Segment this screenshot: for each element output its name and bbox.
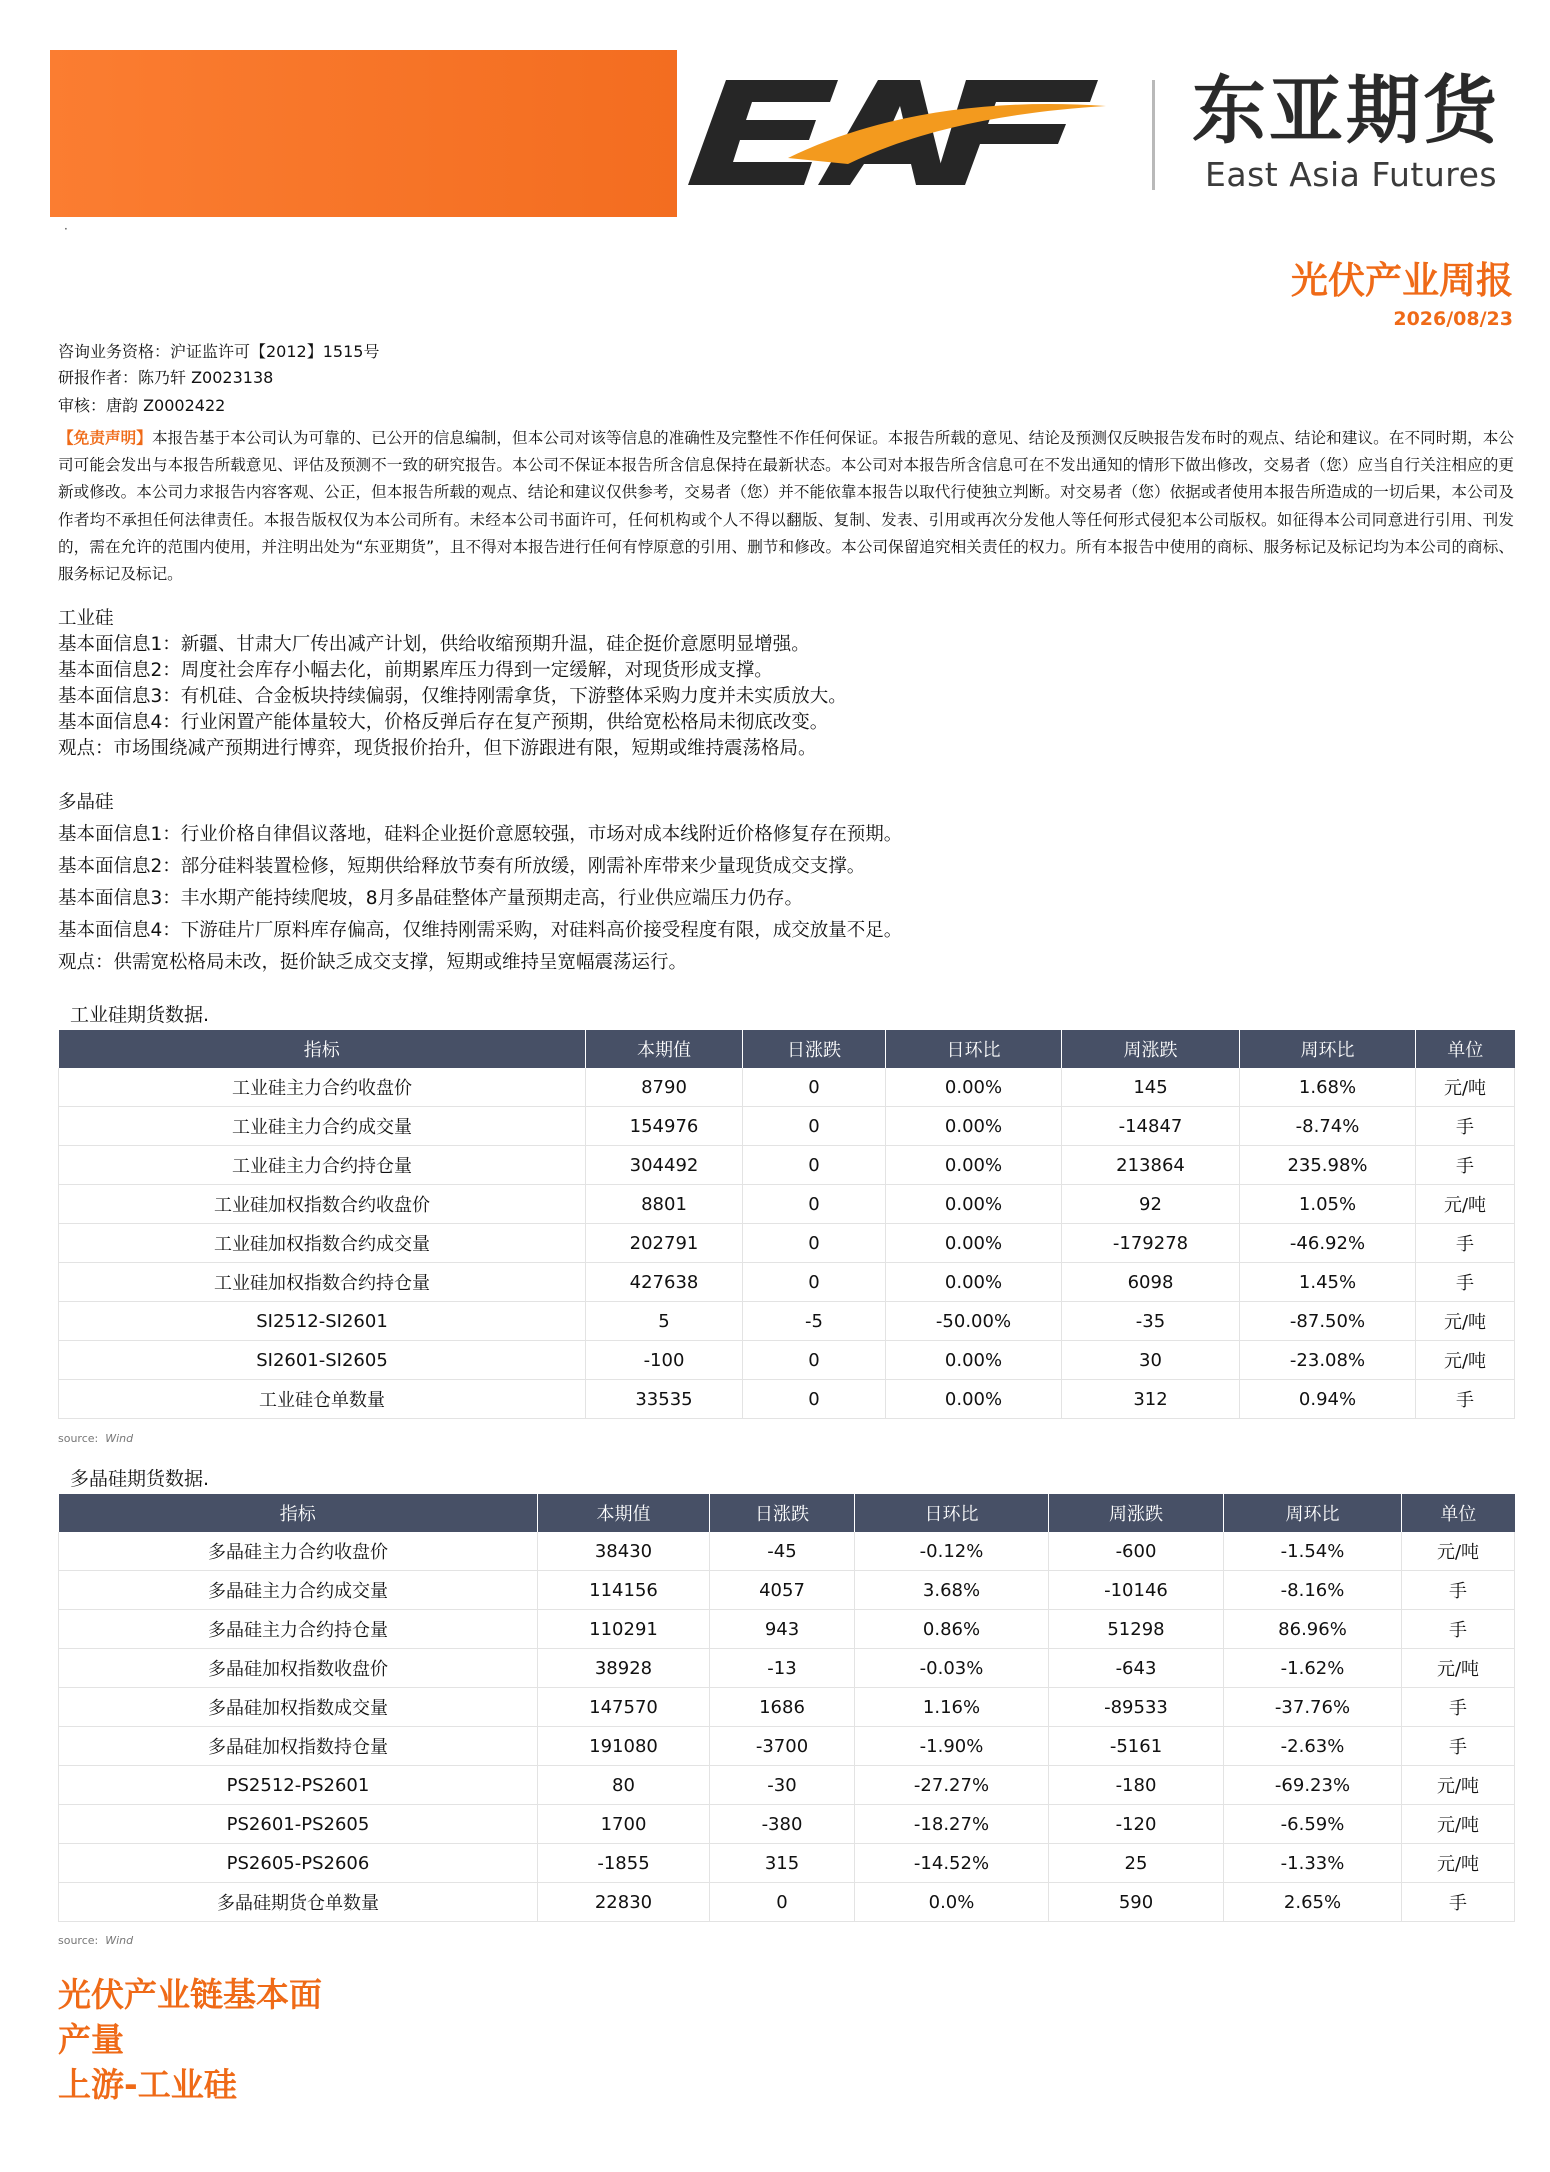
value-cell: 154976 (586, 1107, 743, 1146)
value-cell: -50.00% (886, 1302, 1062, 1341)
indicator-cell: 多晶硅期货仓单数量 (59, 1883, 538, 1922)
value-cell: 8801 (586, 1185, 743, 1224)
value-cell: -18.27% (855, 1805, 1049, 1844)
industrial-silicon-line: 基本面信息4：行业闲置产能体量较大，价格反弹后存在复产预期，供给宽松格局未彻底改变。 (58, 712, 829, 733)
value-cell: 590 (1049, 1883, 1224, 1922)
heading-upstream-industrial-silicon: 上游-工业硅 (58, 2065, 237, 2104)
table-caption-industrial-silicon: 工业硅期货数据. (70, 1004, 210, 1026)
polysilicon-line: 基本面信息1：行业价格自律倡议落地，硅料企业挺价意愿较强，市场对成本线附近价格修复存在预期。 (58, 824, 903, 845)
table-header-row (59, 1494, 1515, 1532)
value-cell: 235.98% (1240, 1146, 1416, 1185)
table-row (59, 1532, 1515, 1571)
eaf-logo-icon (688, 72, 1118, 196)
table-row (59, 1883, 1515, 1922)
column-header: 周涨跌 (1049, 1494, 1224, 1532)
value-cell: -8.74% (1240, 1107, 1416, 1146)
value-cell: 0.00% (886, 1068, 1062, 1107)
value-cell: -1.62% (1224, 1649, 1402, 1688)
report-title: 光伏产业周报 (1291, 259, 1513, 302)
value-cell: 8790 (586, 1068, 743, 1107)
polysilicon-viewpoint: 观点：供需宽松格局未改，挺价缺乏成交支撑，短期或维持呈宽幅震荡运行。 (58, 952, 688, 973)
section-heading-polysilicon: 多晶硅 (58, 792, 114, 813)
value-cell: -14.52% (855, 1844, 1049, 1883)
column-header: 日涨跌 (710, 1494, 855, 1532)
heading-pv-fundamentals: 光伏产业链基本面 (58, 1975, 322, 2014)
value-cell: 0 (743, 1263, 886, 1302)
value-cell: -30 (710, 1766, 855, 1805)
value-cell: -600 (1049, 1532, 1224, 1571)
indicator-cell: PS2605-PS2606 (59, 1844, 538, 1883)
value-cell: 312 (1062, 1380, 1240, 1419)
column-header: 周环比 (1224, 1494, 1402, 1532)
value-cell: 元/吨 (1402, 1844, 1515, 1883)
source-value: Wind (105, 1934, 134, 1947)
value-cell: 手 (1402, 1610, 1515, 1649)
value-cell: -1.54% (1224, 1532, 1402, 1571)
source-value: Wind (105, 1432, 134, 1445)
value-cell: -2.63% (1224, 1727, 1402, 1766)
value-cell: 0 (743, 1224, 886, 1263)
value-cell: 3.68% (855, 1571, 1049, 1610)
value-cell: 手 (1402, 1571, 1515, 1610)
value-cell: -1.33% (1224, 1844, 1402, 1883)
value-cell: -45 (710, 1532, 855, 1571)
value-cell: 1686 (710, 1688, 855, 1727)
value-cell: -6.59% (1224, 1805, 1402, 1844)
indicator-cell: 工业硅主力合约收盘价 (59, 1068, 586, 1107)
value-cell: -23.08% (1240, 1341, 1416, 1380)
table-row (59, 1263, 1515, 1302)
indicator-cell: 工业硅加权指数合约持仓量 (59, 1263, 586, 1302)
table-row (59, 1649, 1515, 1688)
table-row (59, 1805, 1515, 1844)
indicator-cell: 多晶硅加权指数持仓量 (59, 1727, 538, 1766)
column-header: 本期值 (538, 1494, 710, 1532)
value-cell: 427638 (586, 1263, 743, 1302)
indicator-cell: 多晶硅主力合约收盘价 (59, 1532, 538, 1571)
value-cell: 114156 (538, 1571, 710, 1610)
indicator-cell: SI2601-SI2605 (59, 1341, 586, 1380)
column-header: 周涨跌 (1062, 1030, 1240, 1068)
value-cell: 25 (1049, 1844, 1224, 1883)
indicator-cell: PS2601-PS2605 (59, 1805, 538, 1844)
value-cell: -8.16% (1224, 1571, 1402, 1610)
table-header-row (59, 1030, 1515, 1068)
brand-divider (1152, 80, 1155, 190)
industrial-silicon-line: 基本面信息3：有机硅、合金板块持续偏弱，仅维持刚需拿货，下游整体采购力度并未实质放大。 (58, 686, 847, 707)
value-cell: 191080 (538, 1727, 710, 1766)
indicator-cell: 工业硅仓单数量 (59, 1380, 586, 1419)
indicator-cell: 工业硅主力合约持仓量 (59, 1146, 586, 1185)
value-cell: 0 (743, 1107, 886, 1146)
indicator-cell: 工业硅加权指数合约成交量 (59, 1224, 586, 1263)
value-cell: -89533 (1049, 1688, 1224, 1727)
value-cell: 202791 (586, 1224, 743, 1263)
report-date: 2026/08/23 (1393, 308, 1513, 330)
indicator-cell: 工业硅主力合约成交量 (59, 1107, 586, 1146)
table-row (59, 1688, 1515, 1727)
polysilicon-line: 基本面信息3：丰水期产能持续爬坡，8月多晶硅整体产量预期走高，行业供应端压力仍存。 (58, 888, 804, 909)
qualification-line: 咨询业务资格：沪证监许可【2012】1515号 (58, 342, 380, 361)
value-cell: 元/吨 (1416, 1068, 1515, 1107)
value-cell: 304492 (586, 1146, 743, 1185)
value-cell: -37.76% (1224, 1688, 1402, 1727)
value-cell: 手 (1402, 1727, 1515, 1766)
table-row (59, 1571, 1515, 1610)
column-header: 本期值 (586, 1030, 743, 1068)
value-cell: 1.68% (1240, 1068, 1416, 1107)
value-cell: -100 (586, 1341, 743, 1380)
disclaimer (58, 425, 1514, 588)
value-cell: -1855 (538, 1844, 710, 1883)
section-heading-industrial-silicon: 工业硅 (58, 608, 114, 629)
value-cell: 手 (1416, 1380, 1515, 1419)
author-line: 研报作者：陈乃轩 Z0023138 (58, 368, 274, 387)
value-cell: 22830 (538, 1883, 710, 1922)
value-cell: 147570 (538, 1688, 710, 1727)
indicator-cell: 多晶硅主力合约持仓量 (59, 1610, 538, 1649)
disclaimer-text: 本报告基于本公司认为可靠的、已公开的信息编制，但本公司对该等信息的准确性及完整性不作任何保证。本报告所载的意见、结论及预测仅反映报告发布时的观点、结论和建议。在不同时期，本公司可能会发出与本报告所载意见、评估及预测不一致的研究报告。本公司不保证本报告所含信息保持在最新状态。本公司对本报告所含信息可在不发出通知的情形下做出修改，交易者（您）应当自行关注相应的更新或修改。本公司力求报告内容客观、公正，但本报告所载的观点、结论和建议仅供参考，交易者（您）并不能依靠本报告以取代行使独立判断。对交易者（您）依据或者使用本报告所造成的一切后果，本公司及作者均不承担任何法律责任。本报告版权仅为本公司所有。未经本公司书面许可，任何机构或个人不得以翻版、复制、发表、引用或再次分发他人等任何形式侵犯本公司版权。如征得本公司同意进行引用、刊发的，需在允许的范围内使用，并注明出处为“东亚期货”，且不得对本报告进行任何有悖原意的引用、删节和修改。本公司保留追究相关责任的权力。所有本报告中使用的商标、服务标记及标记均为本公司的商标、服务标记及标记。 (58, 429, 1514, 584)
value-cell: 0.00% (886, 1185, 1062, 1224)
value-cell: -120 (1049, 1805, 1224, 1844)
reviewer-line: 审核：唐韵 Z0002422 (58, 396, 226, 415)
value-cell: 6098 (1062, 1263, 1240, 1302)
table-caption-polysilicon: 多晶硅期货数据. (70, 1468, 210, 1490)
value-cell: 1.45% (1240, 1263, 1416, 1302)
value-cell: 38430 (538, 1532, 710, 1571)
table-row (59, 1068, 1515, 1107)
value-cell: -27.27% (855, 1766, 1049, 1805)
polysilicon-line: 基本面信息2：部分硅料装置检修，短期供给释放节奏有所放缓，刚需补库带来少量现货成交支撑。 (58, 856, 866, 877)
source-note (58, 1433, 133, 1444)
value-cell: 0.0% (855, 1883, 1049, 1922)
value-cell: -180 (1049, 1766, 1224, 1805)
value-cell: 38928 (538, 1649, 710, 1688)
value-cell: 0.00% (886, 1341, 1062, 1380)
value-cell: 33535 (586, 1380, 743, 1419)
indicator-cell: 多晶硅加权指数收盘价 (59, 1649, 538, 1688)
industrial-silicon-line: 基本面信息2：周度社会库存小幅去化，前期累库压力得到一定缓解，对现货形成支撑。 (58, 660, 773, 681)
indicator-cell: 多晶硅加权指数成交量 (59, 1688, 538, 1727)
value-cell: -5 (743, 1302, 886, 1341)
value-cell: 0.00% (886, 1107, 1062, 1146)
value-cell: -380 (710, 1805, 855, 1844)
polysilicon-futures-table (58, 1494, 1515, 1922)
value-cell: 元/吨 (1402, 1649, 1515, 1688)
indicator-cell: 工业硅加权指数合约收盘价 (59, 1185, 586, 1224)
table-row (59, 1341, 1515, 1380)
industrial-silicon-line: 基本面信息1：新疆、甘肃大厂传出减产计划，供给收缩预期升温，硅企挺价意愿明显增强。 (58, 634, 810, 655)
value-cell: 手 (1402, 1688, 1515, 1727)
table-row (59, 1107, 1515, 1146)
table-row (59, 1224, 1515, 1263)
value-cell: 1.05% (1240, 1185, 1416, 1224)
value-cell: -179278 (1062, 1224, 1240, 1263)
value-cell: 元/吨 (1416, 1185, 1515, 1224)
header-orange-bar (50, 50, 677, 217)
polysilicon-line: 基本面信息4：下游硅片厂原料库存偏高，仅维持刚需采购，对硅料高价接受程度有限，成交放量不足。 (58, 920, 903, 941)
value-cell: 4057 (710, 1571, 855, 1610)
value-cell: 元/吨 (1416, 1302, 1515, 1341)
value-cell: 0.00% (886, 1224, 1062, 1263)
value-cell: 943 (710, 1610, 855, 1649)
source-label: source: (58, 1934, 99, 1947)
column-header: 单位 (1402, 1494, 1515, 1532)
indicator-cell: 多晶硅主力合约成交量 (59, 1571, 538, 1610)
value-cell: -3700 (710, 1727, 855, 1766)
value-cell: -35 (1062, 1302, 1240, 1341)
value-cell: 元/吨 (1402, 1766, 1515, 1805)
value-cell: 1700 (538, 1805, 710, 1844)
value-cell: -14847 (1062, 1107, 1240, 1146)
value-cell: 0 (743, 1185, 886, 1224)
value-cell: -10146 (1049, 1571, 1224, 1610)
column-header: 单位 (1416, 1030, 1515, 1068)
value-cell: 0 (743, 1341, 886, 1380)
value-cell: -46.92% (1240, 1224, 1416, 1263)
value-cell: -5161 (1049, 1727, 1224, 1766)
value-cell: 51298 (1049, 1610, 1224, 1649)
value-cell: 213864 (1062, 1146, 1240, 1185)
heading-production: 产量 (58, 2020, 124, 2059)
column-header: 日环比 (886, 1030, 1062, 1068)
table-row (59, 1302, 1515, 1341)
value-cell: 5 (586, 1302, 743, 1341)
column-header: 指标 (59, 1494, 538, 1532)
value-cell: 0 (710, 1883, 855, 1922)
table-row (59, 1727, 1515, 1766)
value-cell: 2.65% (1224, 1883, 1402, 1922)
value-cell: 86.96% (1224, 1610, 1402, 1649)
value-cell: -13 (710, 1649, 855, 1688)
value-cell: 315 (710, 1844, 855, 1883)
value-cell: 30 (1062, 1341, 1240, 1380)
value-cell: -0.12% (855, 1532, 1049, 1571)
value-cell: -87.50% (1240, 1302, 1416, 1341)
value-cell: 0.00% (886, 1380, 1062, 1419)
table-row (59, 1185, 1515, 1224)
value-cell: 0 (743, 1380, 886, 1419)
source-note (58, 1935, 133, 1946)
column-header: 周环比 (1240, 1030, 1416, 1068)
value-cell: 手 (1402, 1883, 1515, 1922)
value-cell: -69.23% (1224, 1766, 1402, 1805)
column-header: 日涨跌 (743, 1030, 886, 1068)
value-cell: 元/吨 (1416, 1341, 1515, 1380)
table-row (59, 1766, 1515, 1805)
table-row (59, 1146, 1515, 1185)
value-cell: 80 (538, 1766, 710, 1805)
value-cell: 手 (1416, 1107, 1515, 1146)
value-cell: 手 (1416, 1224, 1515, 1263)
value-cell: 手 (1416, 1146, 1515, 1185)
value-cell: 0 (743, 1068, 886, 1107)
value-cell: -0.03% (855, 1649, 1049, 1688)
value-cell: 0 (743, 1146, 886, 1185)
industrial-silicon-viewpoint: 观点：市场围绕减产预期进行博弈，现货报价抬升，但下游跟进有限，短期或维持震荡格局。 (58, 738, 817, 759)
indicator-cell: SI2512-SI2601 (59, 1302, 586, 1341)
disclaimer-tag: 【免责声明】 (58, 429, 152, 447)
value-cell: 0.94% (1240, 1380, 1416, 1419)
value-cell: -643 (1049, 1649, 1224, 1688)
table-row (59, 1844, 1515, 1883)
value-cell: 1.16% (855, 1688, 1049, 1727)
value-cell: 0.00% (886, 1146, 1062, 1185)
brand-name-cn: 东亚期货 (1192, 68, 1500, 154)
header-dot: · (64, 222, 68, 236)
value-cell: 元/吨 (1402, 1532, 1515, 1571)
value-cell: -1.90% (855, 1727, 1049, 1766)
industrial-silicon-futures-table (58, 1030, 1515, 1419)
value-cell: 手 (1416, 1263, 1515, 1302)
value-cell: 145 (1062, 1068, 1240, 1107)
table-row (59, 1610, 1515, 1649)
value-cell: 0.86% (855, 1610, 1049, 1649)
source-label: source: (58, 1432, 99, 1445)
value-cell: 0.00% (886, 1263, 1062, 1302)
table-row (59, 1380, 1515, 1419)
brand-name-en: East Asia Futures (1205, 155, 1498, 194)
column-header: 日环比 (855, 1494, 1049, 1532)
value-cell: 110291 (538, 1610, 710, 1649)
value-cell: 元/吨 (1402, 1805, 1515, 1844)
column-header: 指标 (59, 1030, 586, 1068)
indicator-cell: PS2512-PS2601 (59, 1766, 538, 1805)
value-cell: 92 (1062, 1185, 1240, 1224)
